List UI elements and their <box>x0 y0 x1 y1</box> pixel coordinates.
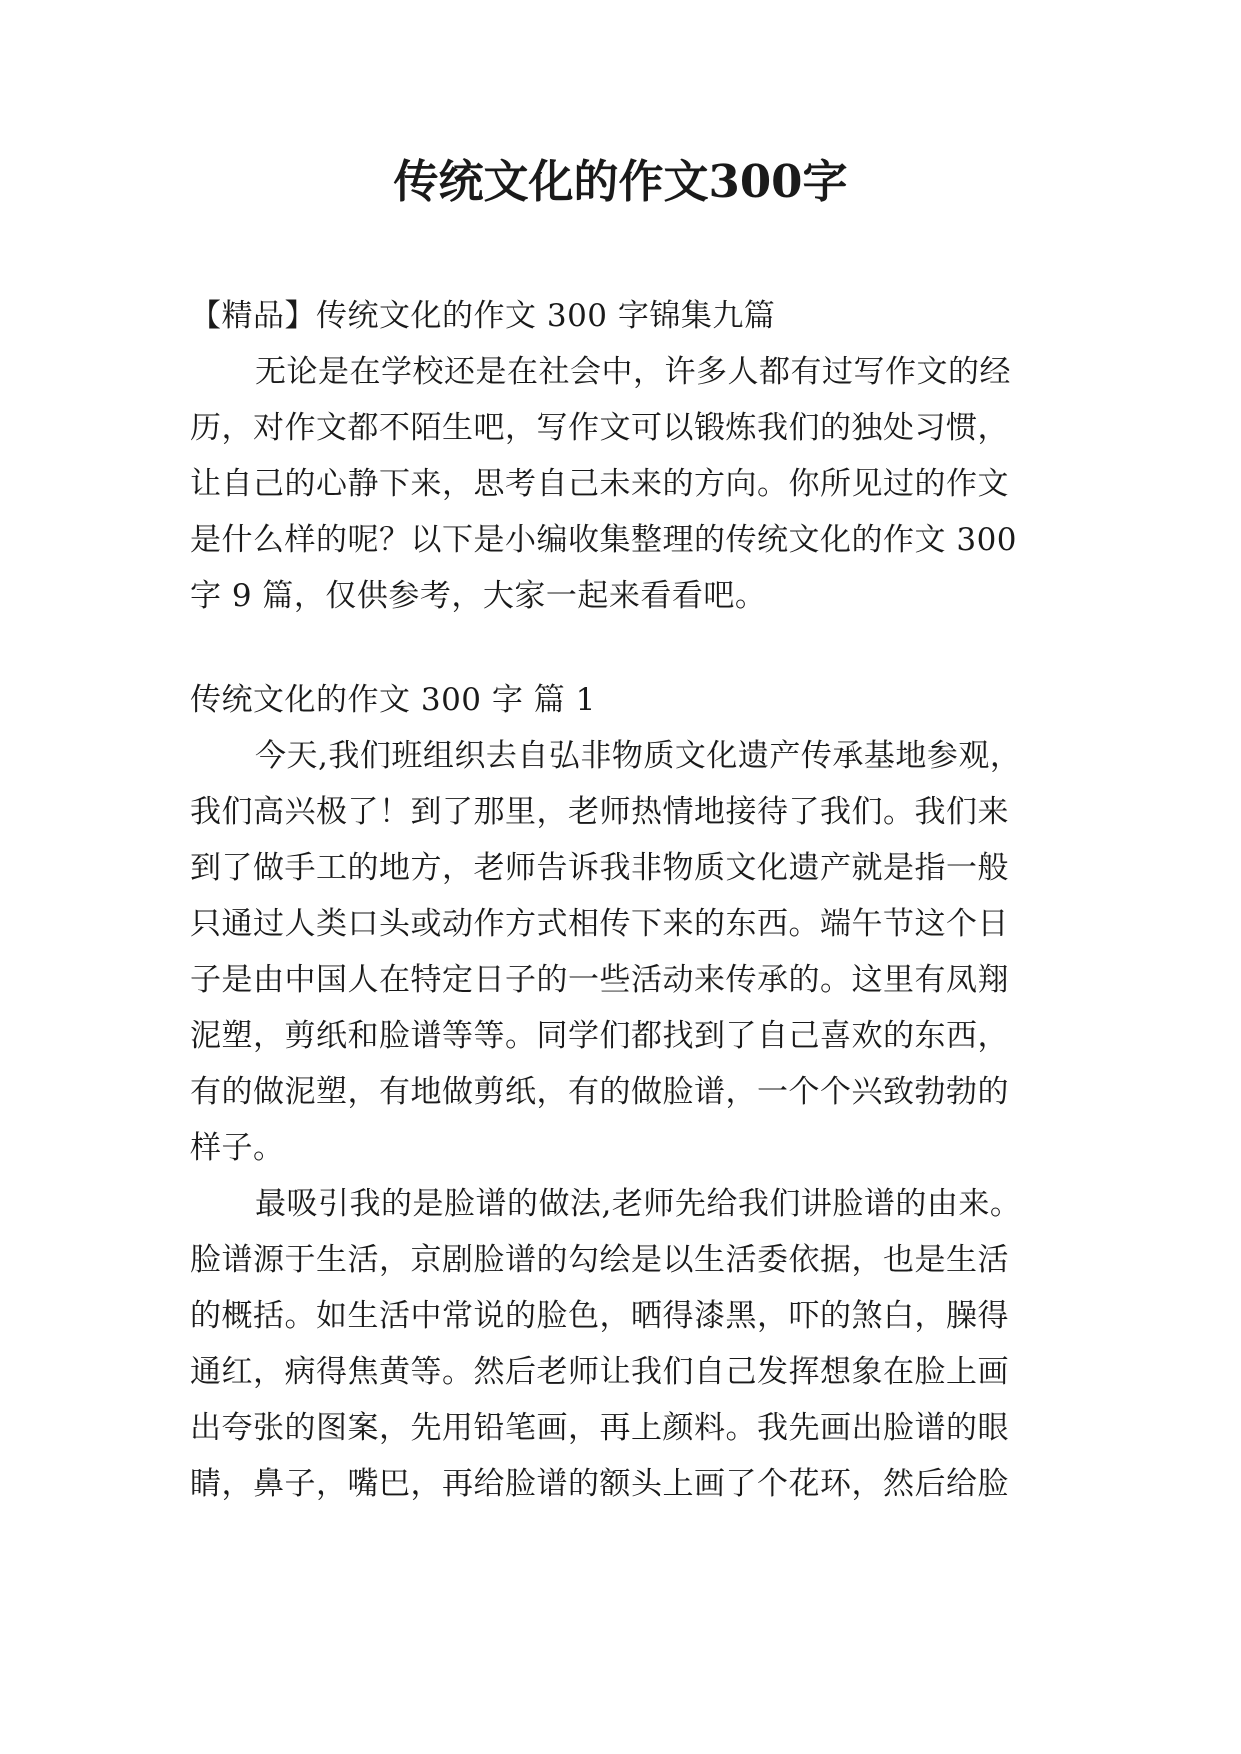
paragraph1-line: 我们高兴极了！到了那里，老师热情地接待了我们。我们来 <box>190 794 1009 830</box>
paragraph1-line: 只通过人类口头或动作方式相传下来的东西。端午节这个日 <box>190 906 1009 942</box>
paragraph1-line: 有的做泥塑，有地做剪纸，有的做脸谱，一个个兴致勃勃的 <box>190 1074 1009 1110</box>
paragraph1-line: 子是由中国人在特定日子的一些活动来传承的。这里有凤翔 <box>190 962 1009 998</box>
intro-line: 历，对作文都不陌生吧，写作文可以锻炼我们的独处习惯， <box>190 410 1009 446</box>
paragraph2-line: 睛，鼻子，嘴巴，再给脸谱的额头上画了个花环，然后给脸 <box>190 1466 1009 1502</box>
document-subtitle: 【精品】传统文化的作文 300 字锦集九篇 <box>190 298 776 334</box>
document-body <box>190 288 1070 1512</box>
section-spacer <box>190 624 1070 672</box>
paragraph2-line: 的概括。如生活中常说的脸色，晒得漆黑，吓的煞白，臊得 <box>190 1298 1009 1334</box>
paragraph2-line: 出夸张的图案，先用铅笔画，再上颜料。我先画出脸谱的眼 <box>190 1410 1009 1446</box>
paragraph1-line: 样子。 <box>190 1130 285 1166</box>
paragraph1-line: 今天,我们班组织去自弘非物质文化遗产传承基地参观， <box>255 738 1022 774</box>
paragraph2-line: 通红，病得焦黄等。然后老师让我们自己发挥想象在脸上画 <box>190 1354 1009 1390</box>
paragraph1-line: 到了做手工的地方，老师告诉我非物质文化遗产就是指一般 <box>190 850 1009 886</box>
section-heading: 传统文化的作文 300 字 篇 1 <box>190 682 596 718</box>
paragraph1-line: 泥塑，剪纸和脸谱等等。同学们都找到了自己喜欢的东西， <box>190 1018 1009 1054</box>
paragraph2-line: 最吸引我的是脸谱的做法,老师先给我们讲脸谱的由来。 <box>255 1186 1022 1222</box>
intro-line: 让自己的心静下来，思考自己未来的方向。你所见过的作文 <box>190 466 1009 502</box>
paragraph2-line: 脸谱源于生活，京剧脸谱的勾绘是以生活委依据，也是生活 <box>190 1242 1009 1278</box>
intro-line: 无论是在学校还是在社会中，许多人都有过写作文的经 <box>255 354 1011 390</box>
intro-line: 字 9 篇，仅供参考，大家一起来看看吧。 <box>190 578 767 614</box>
intro-line: 是什么样的呢？以下是小编收集整理的传统文化的作文 300 <box>190 522 1018 558</box>
document-title: 传统文化的作文300字 <box>393 155 848 208</box>
